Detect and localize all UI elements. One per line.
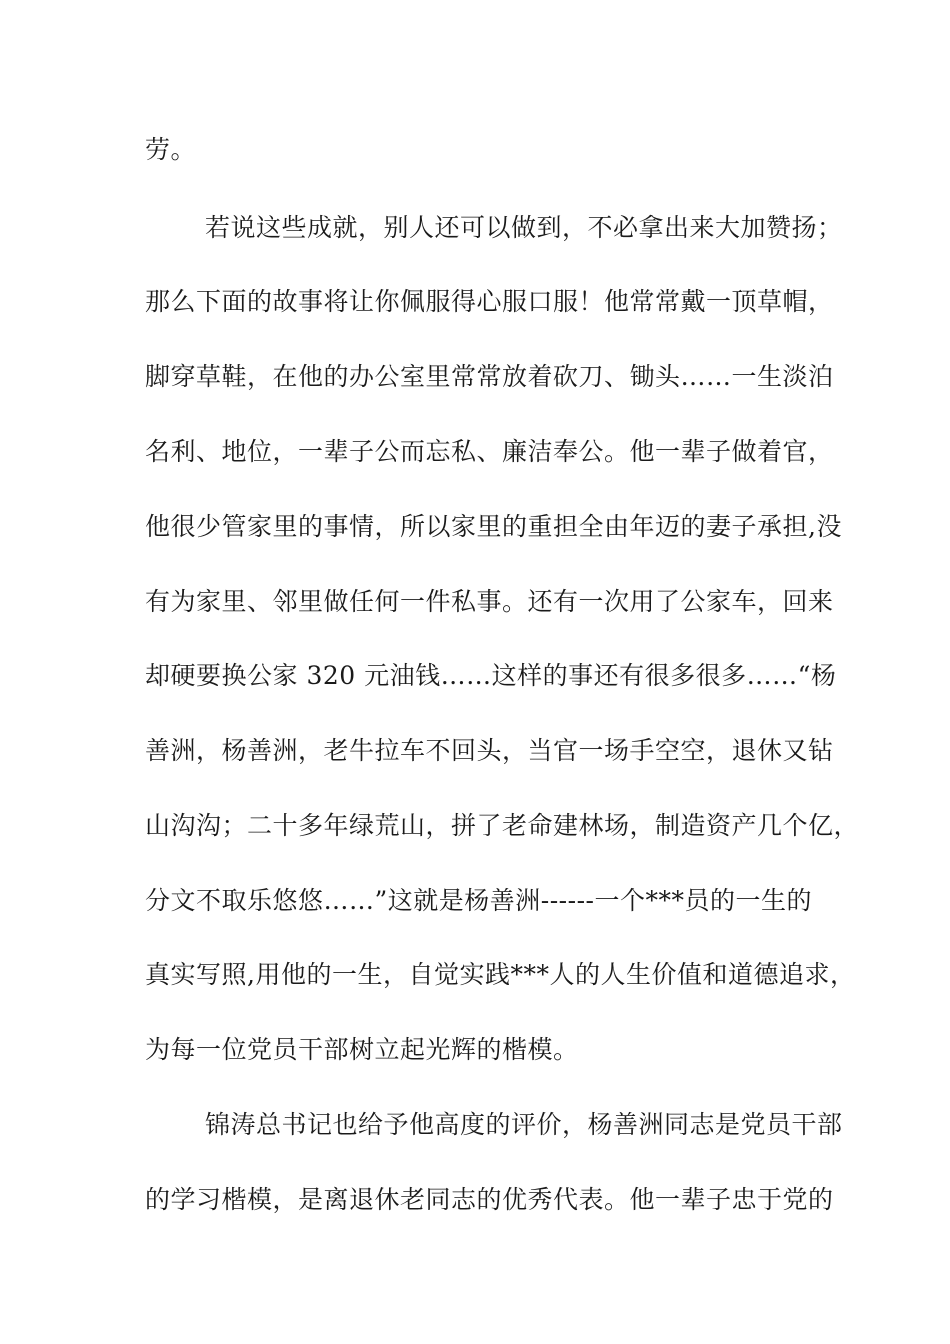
text-line: 那么下面的故事将让你佩服得心服口服！他常常戴一顶草帽， [145,287,834,316]
text-line: 脚穿草鞋，在他的办公室里常常放着砍刀、锄头……一生淡泊 [145,362,834,391]
text-line: 分文不取乐悠悠……”这就是杨善洲------一个***员的一生的 [145,886,812,915]
text-line: 却硬要换公家 320 元油钱……这样的事还有很多很多……“杨 [145,661,837,690]
text-line: 为每一位党员干部树立起光辉的楷模。 [145,1035,579,1064]
paragraph-start-line: 若说这些成就，别人还可以做到，不必拿出来大加赞扬； [205,213,843,242]
text-line: 他很少管家里的事情，所以家里的重担全由年迈的妻子承担,没 [145,512,842,541]
text-line: 真实写照,用他的一生，自觉实践***人的人生价值和道德追求， [145,960,856,989]
text-line: 劳。 [145,135,197,164]
text-line: 善洲，杨善洲，老牛拉车不回头，当官一场手空空，退休又钻 [145,736,834,765]
text-line: 有为家里、邻里做任何一件私事。还有一次用了公家车，回来 [145,587,834,616]
text-line: 的学习楷模，是离退休老同志的优秀代表。他一辈子忠于党的 [145,1185,834,1214]
text-line: 山沟沟；二十多年绿荒山，拼了老命建林场，制造资产几个亿， [145,811,860,840]
text-line: 名利、地位，一辈子公而忘私、廉洁奉公。他一辈子做着官， [145,437,834,466]
paragraph-start-line: 锦涛总书记也给予他高度的评价，杨善洲同志是党员干部 [205,1110,843,1139]
